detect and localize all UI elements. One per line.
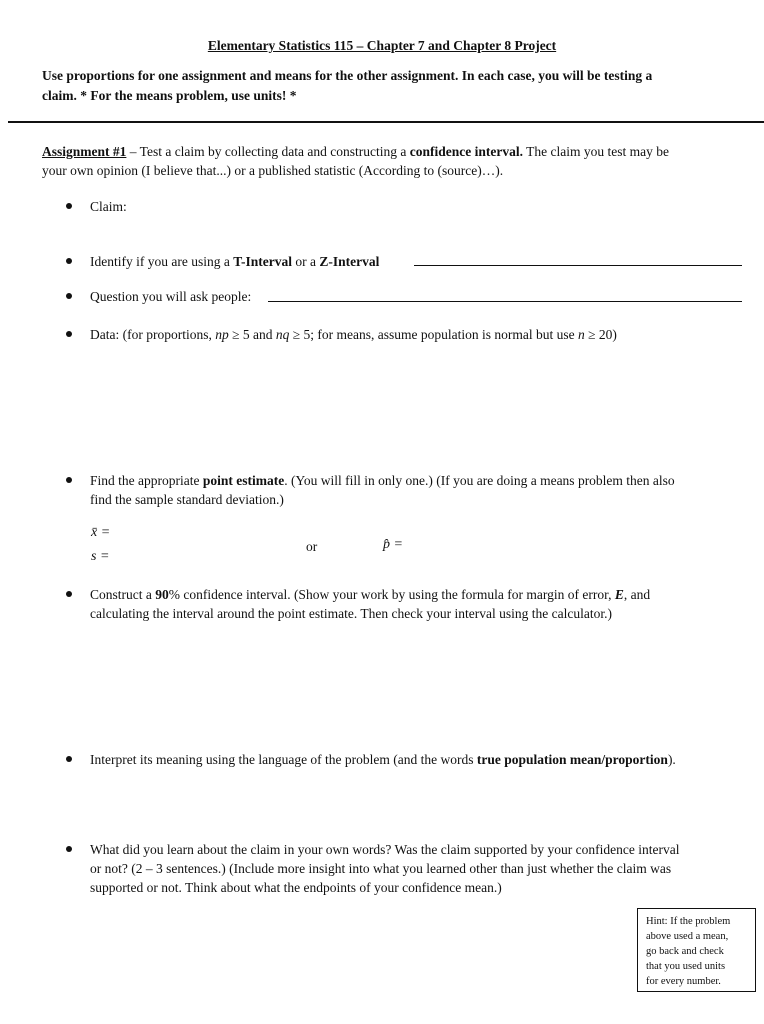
sample-proportion-field[interactable]: p̂ = [383,537,403,552]
point-estimate-prompt [90,471,740,509]
instructions-line-2: claim. * For the means problem, use units! * [42,88,297,103]
assignment-label: Assignment #1 [42,144,127,159]
margin-of-error-symbol: E [614,587,624,602]
reflection-line-3: supported or not. Think about what the endpoints of your confidence mean.) [90,880,502,895]
interpret-prompt [90,750,740,769]
instructions-line-1: Use proportions for one assignment and means for the other assignment. In each case, you will be testing a [42,68,653,83]
question-answer-line[interactable] [268,301,742,302]
assignment-line-2: your own opinion (I believe that...) or a published statistic (According to (source)…). [42,163,504,178]
or-label: or [306,539,318,554]
point-estimate-line-1 [90,471,740,490]
hint-line: above used a mean, [646,931,729,942]
question-label: Question you will ask people: [90,289,252,304]
reflection-prompt [90,840,740,897]
bullet [66,477,72,483]
bullet [66,591,72,597]
point-estimate-line-2: find the sample standard deviation.) [90,492,284,507]
interval-answer-line[interactable] [414,265,742,266]
np-symbol: np [215,327,229,342]
reflection-line-2: or not? (2 – 3 sentences.) (Include more insight into what you learned other than just whether the claim was [90,861,672,876]
assignment-description [42,142,732,180]
data-text: Data: (for proportions, [90,327,216,342]
construct-interval-prompt [90,585,740,623]
construct-text-3: , and [623,587,651,602]
data-prompt [90,325,740,344]
interpret-text: Interpret its meaning using the language of the problem (and the words [90,752,477,767]
assignment-line-1 [42,142,732,161]
construct-text: Construct a [90,587,156,602]
interpret-text-2: ). [667,752,676,767]
bullet [66,846,72,852]
bullet [66,756,72,762]
point-estimate-bold: point estimate [202,473,285,488]
claim-label: Claim: [90,199,127,214]
t-interval-label: T-Interval [233,254,292,269]
data-text-4: ≥ 20) [584,327,617,342]
reflection-line-1: What did you learn about the claim in your own words? Was the claim supported by your confidence interval [90,842,680,857]
assignment-bold: confidence interval. [409,144,523,159]
page-title: Elementary Statistics 115 – Chapter 7 and Chapter 8 Project [207,38,557,53]
point-text-2: . (You will fill in only one.) (If you are doing a means problem then also [284,473,675,488]
construct-line-2: calculating the interval around the point estimate. Then check your interval using the calculator.) [90,606,612,621]
sample-mean-field[interactable]: x̄ = [91,525,111,540]
n-symbol: n [578,327,585,342]
hint-line: go back and check [646,946,724,957]
hint-box [637,908,756,992]
assignment-text: – Test a claim by collecting data and constructing a [126,144,410,159]
divider [8,121,764,123]
bullet [66,258,72,264]
hint-line: that you used units [646,961,726,972]
data-text-2: ≥ 5 and [228,327,276,342]
hint-line: for every number. [646,976,721,987]
sample-sd-field[interactable]: s = [91,549,110,564]
bullet [66,331,72,337]
identify-text-2: or a [291,254,320,269]
z-interval-label: Z-Interval [319,254,380,269]
identify-interval-prompt [90,252,420,271]
bullet [66,293,72,299]
confidence-level: 90 [155,587,169,602]
bullet [66,203,72,209]
nq-symbol: nq [275,327,290,342]
construct-line-1 [90,585,740,604]
assignment-text-2: The claim you test may be [522,144,669,159]
construct-text-2: % confidence interval. (Show your work by using the formula for margin of error, [168,587,615,602]
data-text-3: ≥ 5; for means, assume population is normal but use [289,327,578,342]
interpret-bold: true population mean/proportion [476,752,668,767]
point-text: Find the appropriate [90,473,203,488]
identify-text: Identify if you are using a [90,254,234,269]
hint-line: Hint: If the problem [646,916,731,927]
instructions [42,66,732,106]
